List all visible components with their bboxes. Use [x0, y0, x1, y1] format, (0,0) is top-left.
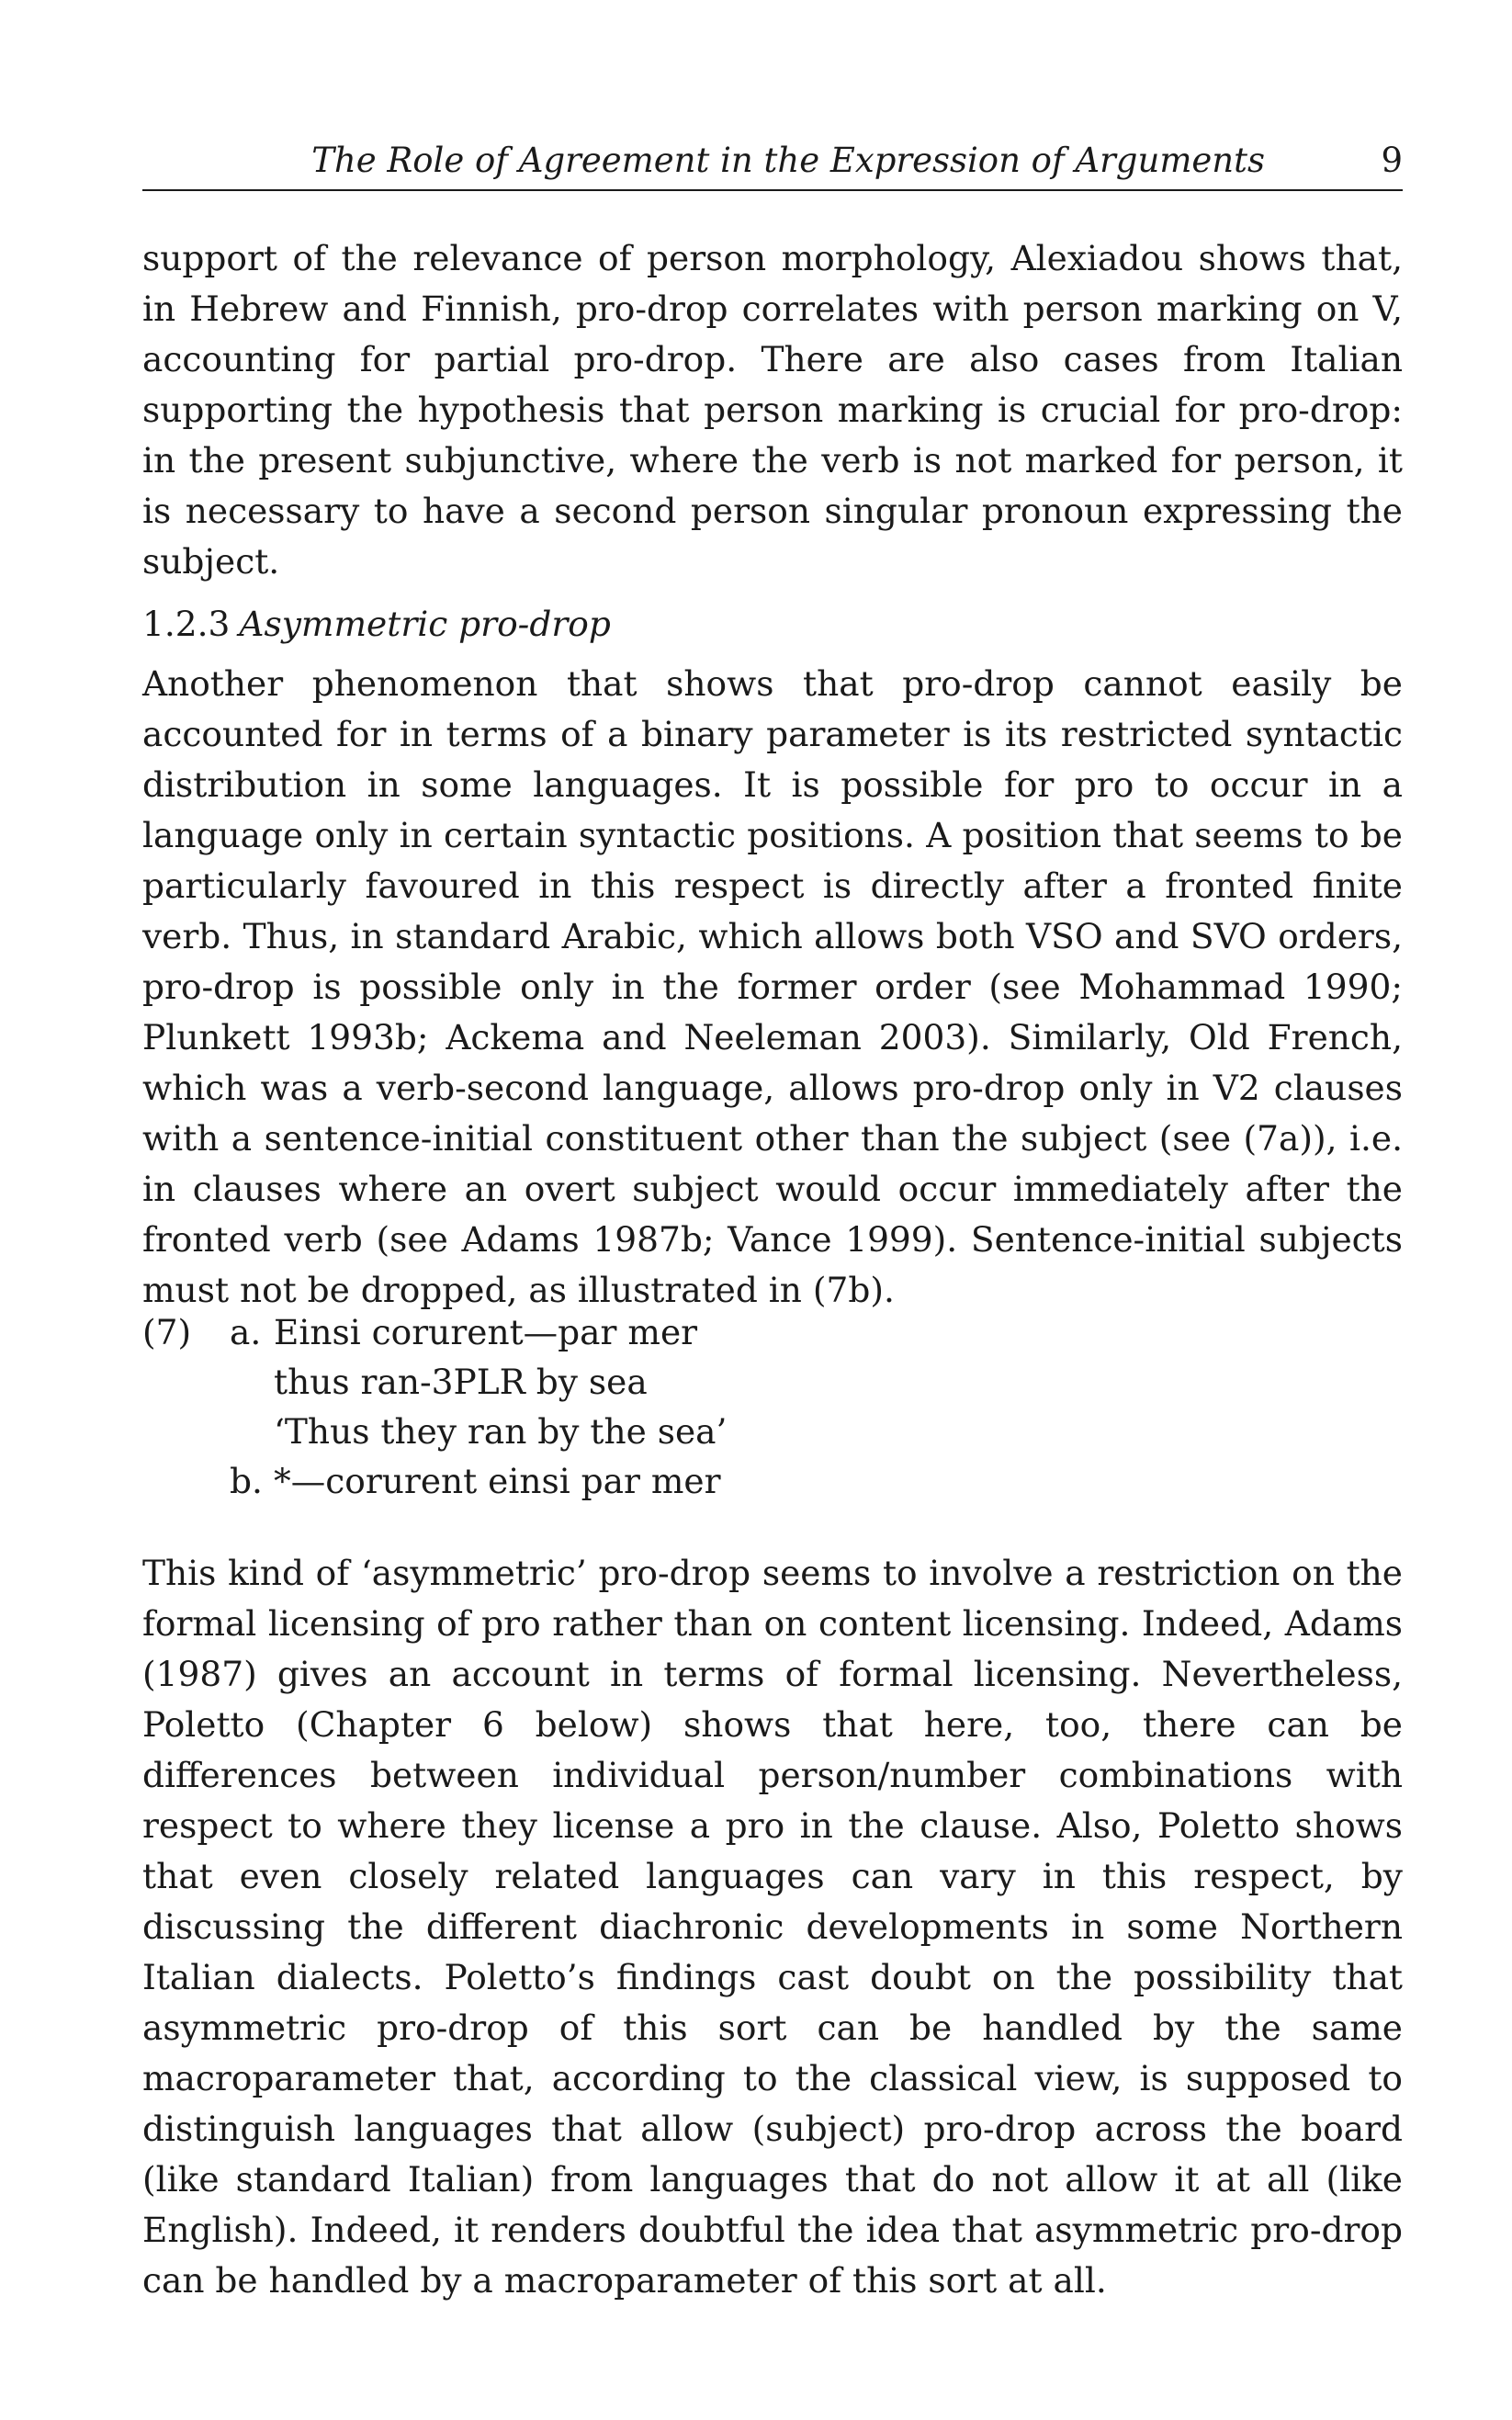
body-paragraph-1: support of the relevance of person morphology, Alexiadou shows that, in Hebrew and Finnish, pro-drop correlates with person marking on V, accounting for partial pro-drop. There are also cases from Italian supporting the hypothesis that person marking is crucial for pro-drop: in the present subjunctive, where the verb is not marked for person, it is necessary to have a second person singular pronoun expressing the subject. [142, 238, 1403, 582]
section-title: Asymmetric pro-drop [239, 604, 611, 644]
running-head [142, 138, 1403, 191]
example-b-original: *—corurent einsi par mer [274, 1461, 721, 1501]
body-paragraph-3: This kind of ‘asymmetric’ pro-drop seems to involve a restriction on the formal licensing of pro rather than on content licensing. Indeed, Adams (1987) gives an account in terms of formal licensing. Nevertheless, Poletto (Chapter 6 below) shows that here, too, there can be differences between individual person/number combinations with respect to where they license a pro in the clause. Also, Poletto shows that even closely related languages can vary in this respect, by discussing the different diachronic developments in some Northern Italian dialects. Poletto’s findings cast doubt on the possibility that asymmetric pro-drop of this sort can be handled by the same macroparameter that, according to the classical view, is supposed to distinguish languages that allow (subject) pro-drop across the board (like standard Italian) from languages that do not allow it at all (like English). Indeed, it renders doubtful the idea that asymmetric pro-drop can be handled by a macroparameter of this sort at all. [142, 1553, 1403, 2301]
example-a-translation: ‘Thus they ran by the sea’ [274, 1411, 728, 1452]
example-b-letter: b. [230, 1461, 263, 1501]
body-paragraph-2: Another phenomenon that shows that pro-drop cannot easily be accounted for in terms of a binary parameter is its restricted syntactic distribution in some languages. It is possible for pro to occur in a language only in certain syntactic positions. A position that seems to be particularly favoured in this respect is directly after a fronted finite verb. Thus, in standard Arabic, which allows both VSO and SVO orders, pro-drop is possible only in the former order (see Mohammad 1990; Plunkett 1993b; Ackema and Neeleman 2003). Similarly, Old French, which was a verb-second language, allows pro-drop only in V2 clauses with a sentence-initial constituent other than the subject (see (7a)), i.e. in clauses where an overt subject would occur immediately after the fronted verb (see Adams 1987b; Vance 1999). Sentence-initial subjects must not be dropped, as illustrated in (7b). [142, 663, 1403, 1310]
example-a-gloss: thus ran-3PLR by sea [274, 1362, 648, 1402]
running-title: The Role of Agreement in the Expression of Arguments [311, 141, 1265, 180]
section-number: 1.2.3 [142, 604, 231, 644]
example-number: (7) [142, 1312, 192, 1352]
example-a-letter: a. [230, 1312, 262, 1352]
example-a-original-line [230, 1307, 697, 1357]
example-a-original: Einsi corurent—par mer [274, 1312, 698, 1352]
page-number: 9 [1381, 141, 1403, 180]
example-b-line [230, 1456, 721, 1506]
section-heading [142, 599, 611, 650]
